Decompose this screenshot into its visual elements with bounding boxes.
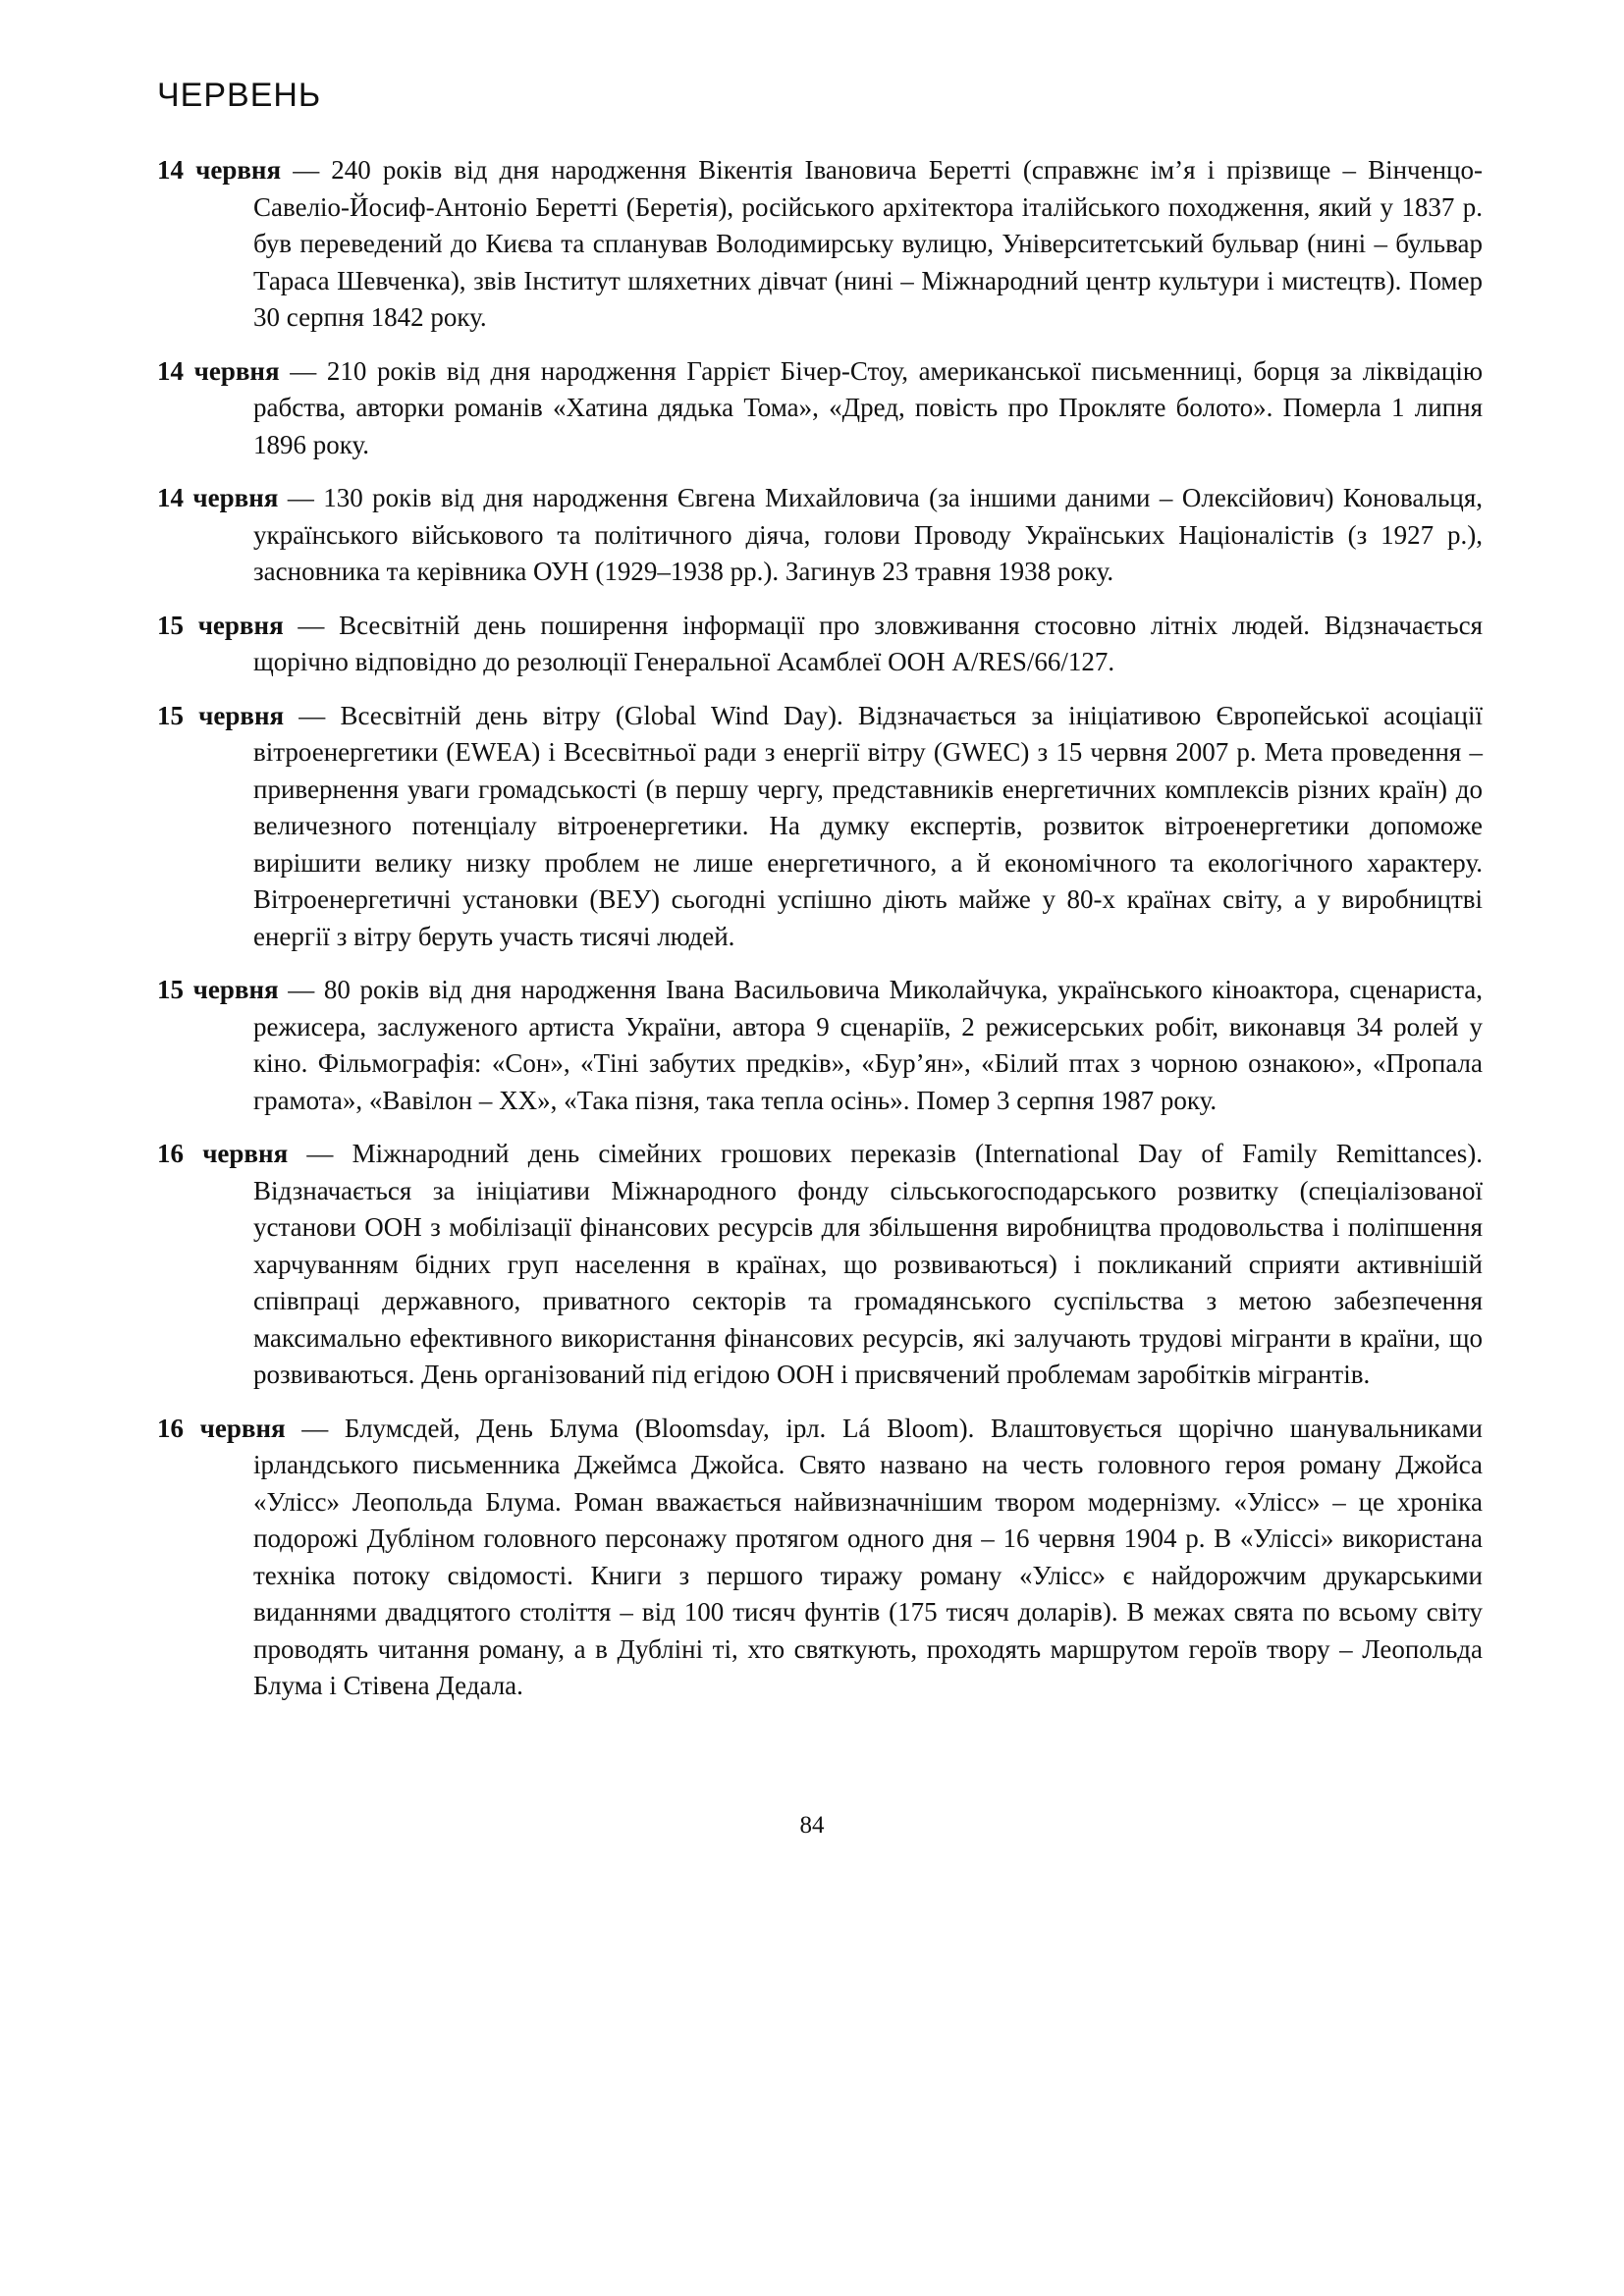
entry-date: 15 червня [157, 610, 284, 640]
entry-text: — 210 років від дня народження Гаррієт Бічер-Стоу, американської письменниці, борця за ліквідацію рабства, авторки романів «Хатина дядька Тома», «Дред, повість про Прокляте болото». Померла 1 липня 1896 року. [253, 355, 1483, 459]
calendar-entry [157, 972, 1483, 1119]
entry-date: 15 червня [157, 975, 279, 1004]
calendar-entry [157, 353, 1483, 464]
entry-text: — Міжнародний день сімейних грошових переказів (International Day of Family Remittances). Відзначається за ініціативи Міжнародного фонду сільськогосподарського розвитку (спеціалізованої установи ООН з мобілізації фінансових ресурсів для збільшення виробництва продовольства і поліпшення харчуванням бідних груп населення в країнах, що розвиваються) і покликаний сприяти активнішій співпраці державного, приватного секторів та громадянського суспільства з метою забезпечення максимально ефективного використання фінансових ресурсів, які залучають трудові мігранти в країни, що розвиваються. День організований під егідою ООН і присвячений проблемам заробітків мігрантів. [253, 1139, 1483, 1389]
entry-text: — 130 років від дня народження Євгена Михайловича (за іншими даними – Олексійович) Коновальця, українського військового та політичного діяча, голови Проводу Українських Націоналістів (з 1927 р.), засновника та керівника ОУН (1929–1938 рр.). Загинув 23 травня 1938 року. [253, 483, 1483, 586]
entry-text: — Всесвітній день вітру (Global Wind Day). Відзначається за ініціативою Європейської асоціації вітроенергетики (EWEA) і Всесвітньої ради з енергії вітру (GWEC) з 15 червня 2007 р. Мета проведення – привернення уваги громадськості (в першу чергу, представників енергетичних комплексів різних країн) до величезного потенціалу вітроенергетики. На думку експертів, розвиток вітроенергетики допоможе вирішити велику низку проблем не лише енергетичного, а й економічного та екологічного характеру. Вітроенергетичні установки (ВЕУ) сьогодні успішно діють майже у 80-х країнах світу, а у виробництві енергії з вітру беруть участь тисячі людей. [253, 700, 1483, 951]
calendar-entry [157, 698, 1483, 956]
entry-date: 14 червня [157, 483, 279, 512]
month-heading: ЧЕРВЕНЬ [157, 77, 322, 114]
calendar-entry [157, 1411, 1483, 1705]
calendar-entries [157, 152, 1483, 1722]
calendar-entry [157, 608, 1483, 681]
entry-text: — 240 років від дня народження Вікентія Івановича Беретті (справжнє ім’я і прізвище – Вінченцо-Савеліо-Йосиф-Антоніо Беретті (Беретія), російського архітектора італійського походження, який у 1837 р. був переведений до Києва та спланував Володимирську вулицю, Університетський бульвар (нині – бульвар Тараса Шевченка), звів Інститут шляхетних дівчат (нині – Міжнародний центр культури і мистецтв). Помер 30 серпня 1842 року. [253, 155, 1483, 332]
entry-date: 16 червня [157, 1139, 289, 1168]
entry-date: 14 червня [157, 155, 282, 185]
entry-text: — 80 років від дня народження Івана Васильовича Миколайчука, українського кіноактора, сценариста, режисера, заслуженого артиста України, автора 9 сценаріїв, 2 режисерських робіт, виконавця 34 ролей у кіно. Фільмографія: «Сон», «Тіні забутих предків», «Бур’ян», «Білий птах з чорною ознакою», «Пропала грамота», «Вавілон – ХХ», «Така пізня, така тепла осінь». Помер 3 серпня 1987 року. [253, 975, 1483, 1115]
entry-date: 15 червня [157, 700, 285, 730]
calendar-entry [157, 152, 1483, 337]
calendar-entry [157, 480, 1483, 591]
page-number: 84 [799, 1812, 825, 1839]
entry-text: — Блумсдей, День Блума (Bloomsday, ірл. Lá Bloom). Влаштовується щорічно шанувальниками ірландського письменника Джеймса Джойса. Свято названо на честь головного героя роману Джойса «Улісс» Леопольда Блума. Роман вважається найвизначнішим твором модернізму. «Улісс» – це хроніка подорожі Дубліном головного персонажу протягом одного дня – 16 червня 1904 р. В «Уліссі» використана техніка потоку свідомості. Книги з першого тиражу роману «Улісс» є найдорожчим друкарськими виданнями двадцятого століття – від 100 тисяч фунтів (175 тисяч доларів). В межах свята по всьому світу проводять читання роману, а в Дубліні ті, хто святкують, проходять маршрутом героїв твору – Леопольда Блума і Стівена Дедала. [253, 1413, 1483, 1700]
calendar-entry [157, 1136, 1483, 1394]
entry-text: — Всесвітній день поширення інформації про зловживання стосовно літніх людей. Відзначається щорічно відповідно до резолюції Генеральної Асамблеї ООН A/RES/66/127. [253, 610, 1483, 676]
entry-date: 16 червня [157, 1413, 286, 1443]
entry-date: 14 червня [157, 355, 280, 386]
